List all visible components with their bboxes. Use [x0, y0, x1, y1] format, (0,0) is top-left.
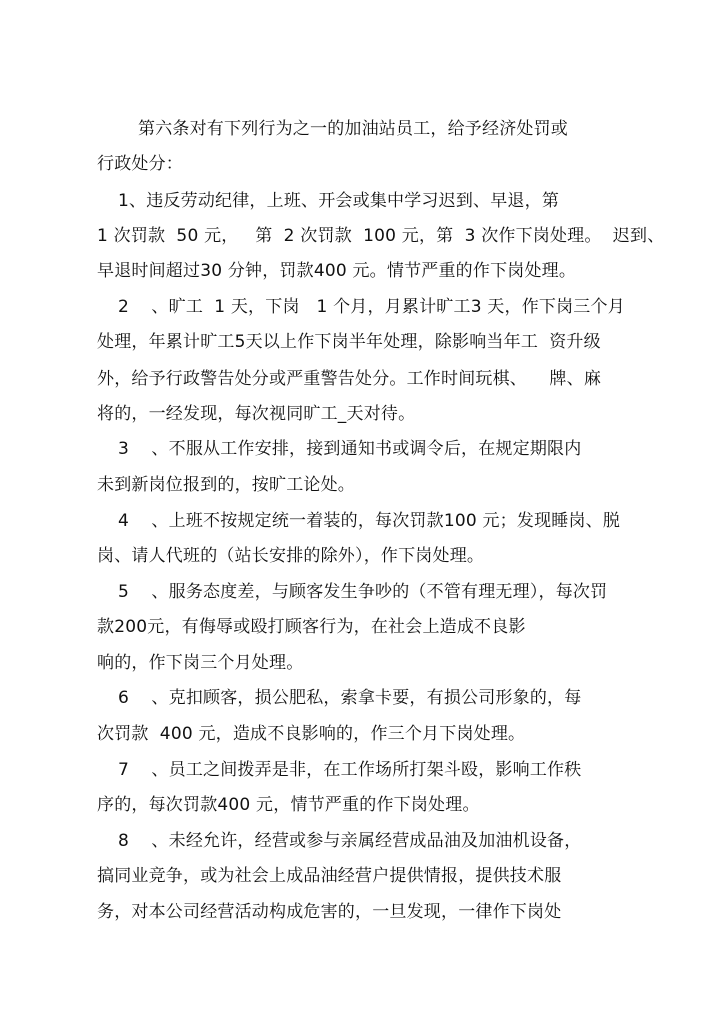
text-line: 4 、上班不按规定统一着装的，每次罚款100 元；发现睡岗、脱 — [118, 511, 621, 531]
text-line: 8 、未经允许，经营或参与亲属经营成品油及加油机设备， — [118, 831, 582, 851]
text-line: 未到新岗位报到的，按旷工论处。 — [97, 475, 355, 495]
text-line: 岗、请人代班的（站长安排的除外），作下岗处理。 — [97, 546, 485, 566]
text-line: 2 、旷工 1 天，下岗 1 个月，月累计旷工3 天，作下岗三个月 — [118, 297, 625, 317]
text-line: 第六条对有下列行为之一的加油站员工，给予经济处罚或 — [138, 119, 568, 139]
text-line: 款200元，有侮辱或殴打顾客行为，在社会上造成不良影 — [97, 617, 526, 637]
text-line: 搞同业竞争，或为社会上成品油经营户提供情报，提供技术服 — [97, 866, 562, 886]
text-line: 序的，每次罚款400 元，情节严重的作下岗处理。 — [97, 795, 480, 815]
text-line: 6 、克扣顾客，损公肥私，索拿卡要，有损公司形象的，每 — [118, 688, 582, 708]
text-line: 次罚款 400 元，造成不良影响的，作三个月下岗处理。 — [97, 724, 526, 744]
text-line: 1 次罚款 50 元， 第 2 次罚款 100 元，第 3 次作下岗处理。 迟到、 — [97, 226, 665, 246]
text-line: 务，对本公司经营活动构成危害的，一旦发现，一律作下岗处 — [97, 902, 562, 922]
text-line: 响的，作下岗三个月处理。 — [97, 653, 304, 673]
text-line: 行政处分： — [97, 154, 183, 174]
text-line: 3 、不服从工作安排，接到通知书或调令后，在规定期限内 — [118, 439, 582, 459]
text-line: 5 、服务态度差，与顾客发生争吵的（不管有理无理），每次罚 — [118, 582, 608, 602]
text-line: 早退时间超过30 分钟，罚款400 元。情节严重的作下岗处理。 — [97, 261, 577, 281]
text-line: 外，给予行政警告处分或严重警告处分。工作时间玩棋、 牌、麻 — [97, 369, 602, 389]
text-line: 7 、员工之间拨弄是非，在工作场所打架斗殴，影响工作秩 — [118, 760, 582, 780]
text-line: 1、违反劳动纪律，上班、开会或集中学习迟到、早退，第 — [118, 191, 560, 211]
text-line: 处理，年累计旷工5天以上作下岗半年处理，除影响当年工 资升级 — [97, 332, 601, 352]
text-line: 将的，一经发现，每次视同旷工_天对待。 — [97, 404, 416, 424]
